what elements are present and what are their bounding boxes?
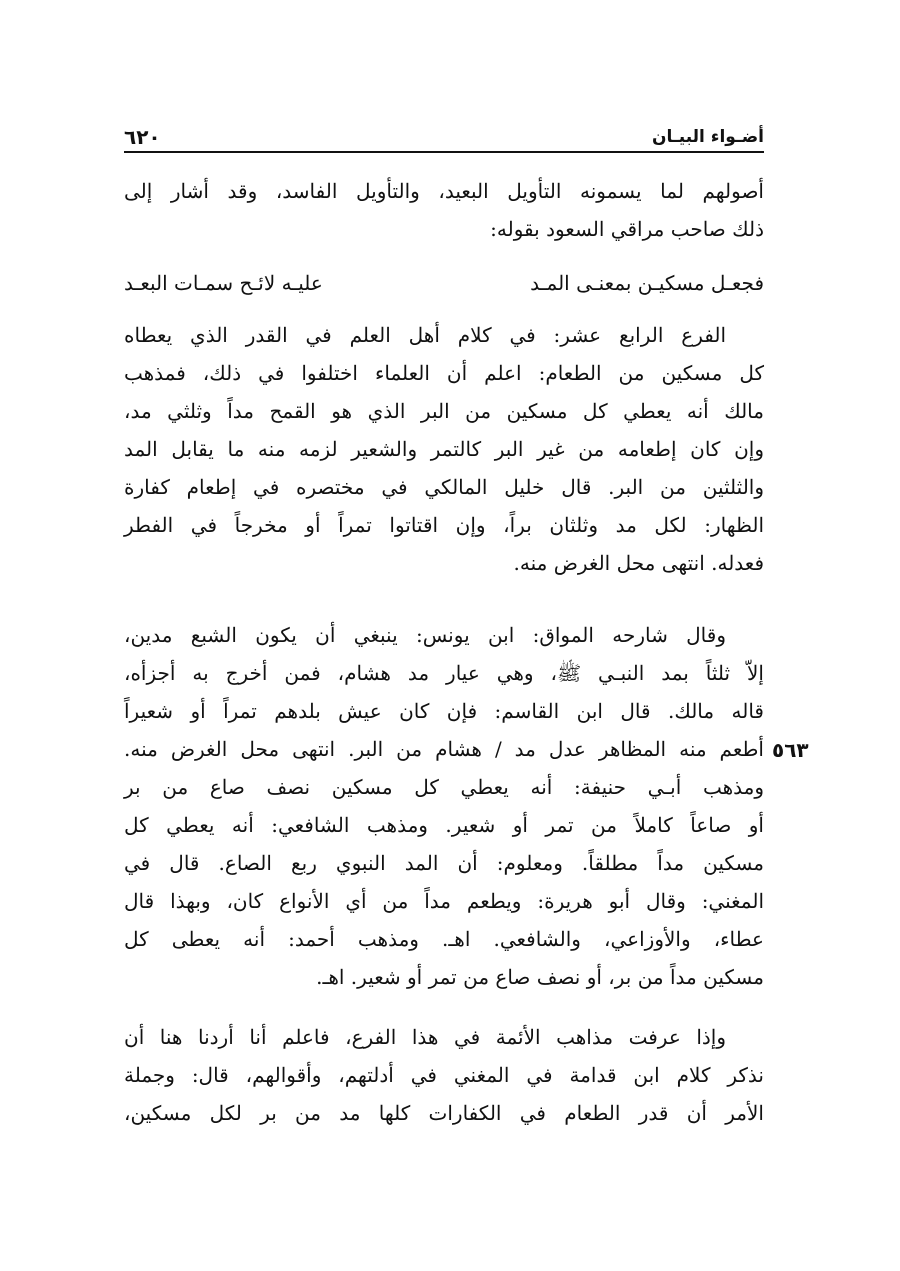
text-line: عطاء، والأوزاعي، والشافعي. اهـ. ومذهب أحمد: أنه يعطى كل xyxy=(124,927,764,951)
poetry-verse xyxy=(124,264,764,302)
page-number: ٦٢٠ xyxy=(124,125,161,149)
text-line: ومذهب أبـي حنيفة: أنه يعطي كل مسكين نصف صاع من بر xyxy=(124,775,764,799)
text-line: وإن كان إطعامه من غير البر كالتمر والشعير لزمه منه ما يقابل المد xyxy=(124,437,764,461)
paragraph-4 xyxy=(124,1018,764,1132)
text-line: فعدله. انتهى محل الغرض منه. xyxy=(513,551,764,575)
text-line: الفرع الرابع عشر: في كلام أهل العلم في القدر الذي يعطاه xyxy=(124,323,726,347)
text-line: مسكين مداً من بر، أو نصف صاع من تمر أو شعير. اهـ. xyxy=(316,965,764,989)
paragraph-1 xyxy=(124,172,764,248)
text-line: الأمر أن قدر الطعام في الكفارات كلها مد من بر لكل مسكين، xyxy=(124,1101,764,1125)
text-line: إلاّ ثلثاً بمد النبـي ﷺ، وهي عيار مد هشام، فمن أخرج به أجزأه، xyxy=(124,661,764,685)
margin-page-reference: ٥٦٣ xyxy=(772,738,809,762)
header-rule xyxy=(124,151,764,153)
verse-second-hemistich: عليـه لائـح سمـات البعـد xyxy=(124,271,323,295)
text-line: مالك أنه يعطي كل مسكين من البر الذي هو القمح مداً وثلثي مد، xyxy=(124,399,764,423)
text-line: والثلثين من البر. قال خليل المالكي في مختصره في إطعام كفارة xyxy=(124,475,764,499)
text-line: قاله مالك. قال ابن القاسم: فإن كان عيش بلدهم تمراً أو شعيراً xyxy=(124,699,764,723)
text-line: أصولهم لما يسمونه التأويل البعيد، والتأويل الفاسد، وقد أشار إلى xyxy=(124,179,764,203)
text-line: أطعم منه المظاهر عدل مد / هشام من البر. انتهى محل الغرض منه. xyxy=(124,737,764,761)
text-line: ذلك صاحب مراقي السعود بقوله: xyxy=(490,217,764,241)
text-line: الظهار: لكل مد وثلثان براً، وإن اقتاتوا تمراً أو مخرجاً في الفطر xyxy=(124,513,764,537)
running-title: أضـواء البيـان xyxy=(652,127,764,147)
text-line: المغني: وقال أبو هريرة: ويطعم مداً من أي الأنواع كان، وبهذا قال xyxy=(124,889,764,913)
text-line: نذكر كلام ابن قدامة في المغني في أدلتهم، وأقوالهم، قال: وجملة xyxy=(124,1063,764,1087)
verse-first-hemistich: فجعـل مسكيـن بمعنـى المـد xyxy=(530,271,764,295)
paragraph-3 xyxy=(124,616,764,996)
page-header xyxy=(124,108,764,148)
text-line: كل مسكين من الطعام: اعلم أن العلماء اختلفوا في ذلك، فمذهب xyxy=(124,361,764,385)
text-line: وإذا عرفت مذاهب الأئمة في هذا الفرع، فاعلم أنا أردنا هنا أن xyxy=(124,1025,726,1049)
text-line: أو صاعاً كاملاً من تمر أو شعير. ومذهب الشافعي: أنه يعطي كل xyxy=(124,813,764,837)
text-line: مسكين مداً مطلقاً. ومعلوم: أن المد النبوي ربع الصاع. قال في xyxy=(124,851,764,875)
paragraph-2 xyxy=(124,316,764,582)
text-line: وقال شارحه المواق: ابن يونس: ينبغي أن يكون الشبع مدين، xyxy=(124,623,726,647)
